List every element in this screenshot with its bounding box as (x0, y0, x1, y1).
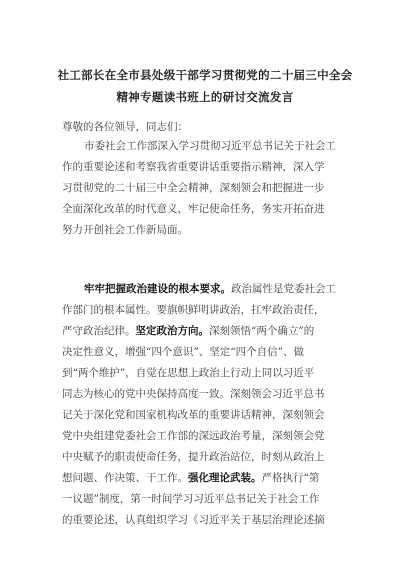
title-line-1: 社工部长在全市县处级干部学习贯彻党的二十届三中全会 (57, 68, 353, 82)
paragraph-line: 同志为核心的党中央保持高度一致。深刻领会习近平总书 (62, 388, 325, 400)
section-heading: 牢牢把握政治建设的根本要求。 (84, 283, 231, 295)
subheading: 坚定政治方向。 (135, 325, 209, 337)
paragraph-line: 中央赋予的职责使命任务，提升政治站位，时刻从政治上 (62, 451, 325, 463)
paragraph-intro (62, 136, 354, 241)
title-line-2: 精神专题读书班上的研讨交流发言 (116, 90, 294, 104)
paragraph-line: 到“两个维护”，自觉在思想上政治上行动上同以习近平 (62, 367, 315, 379)
paragraph-political (62, 279, 354, 531)
paragraph-line: 全面深化改革的时代意义，牢记使命任务，务实开拓奋进 (62, 203, 325, 215)
paragraph-line (62, 468, 354, 489)
text-run: 深刻领悟“两个确立”的 (209, 325, 315, 337)
paragraph-line: 努力开创社会工作新局面。 (62, 224, 188, 236)
paragraph-line: 决定性意义，增强“四个意识”、坚定“四个自信”、做 (62, 346, 304, 358)
salutation: 尊敬的各位领导，同志们： (62, 121, 188, 133)
paragraph-line: 习贯彻党的二十届三中全会精神，深刻领会和把握进一步 (62, 182, 325, 194)
text-run: 严守政治纪律。 (62, 325, 136, 337)
paragraph-line: 市委社会工作部深入学习贯彻习近平总书记关于社会工 (84, 140, 336, 152)
paragraph-line: 一议题”制度，第一时间学习习近平总书记关于社会工作 (62, 493, 320, 505)
paragraph-line: 作部门的根本属性。要旗帜鲜明讲政治，扛牢政治责任， (62, 304, 325, 316)
paragraph-line (62, 279, 354, 300)
paragraph-line: 记关于深化党和国家机构改革的重要讲话精神，深刻领会 (62, 409, 325, 421)
paragraph-line: 作的重要论述和考察我省重要讲话重要指示精神，深入学 (62, 161, 325, 173)
paragraph-line: 党中央组建党委社会工作部的深远政治考量，深刻领会党 (62, 430, 325, 442)
document-title (40, 64, 370, 108)
paragraph-line: 的重要论述，认真组织学习《习近平关于基层治理论述摘 (62, 514, 325, 526)
text-run: 严格执行“第 (261, 472, 320, 484)
text-run: 想问题、作决策、干工作。 (62, 472, 188, 484)
text-run: 政治属性是党委社会工 (231, 283, 336, 295)
subheading: 强化理论武装。 (188, 472, 262, 484)
paragraph-line (62, 321, 354, 342)
